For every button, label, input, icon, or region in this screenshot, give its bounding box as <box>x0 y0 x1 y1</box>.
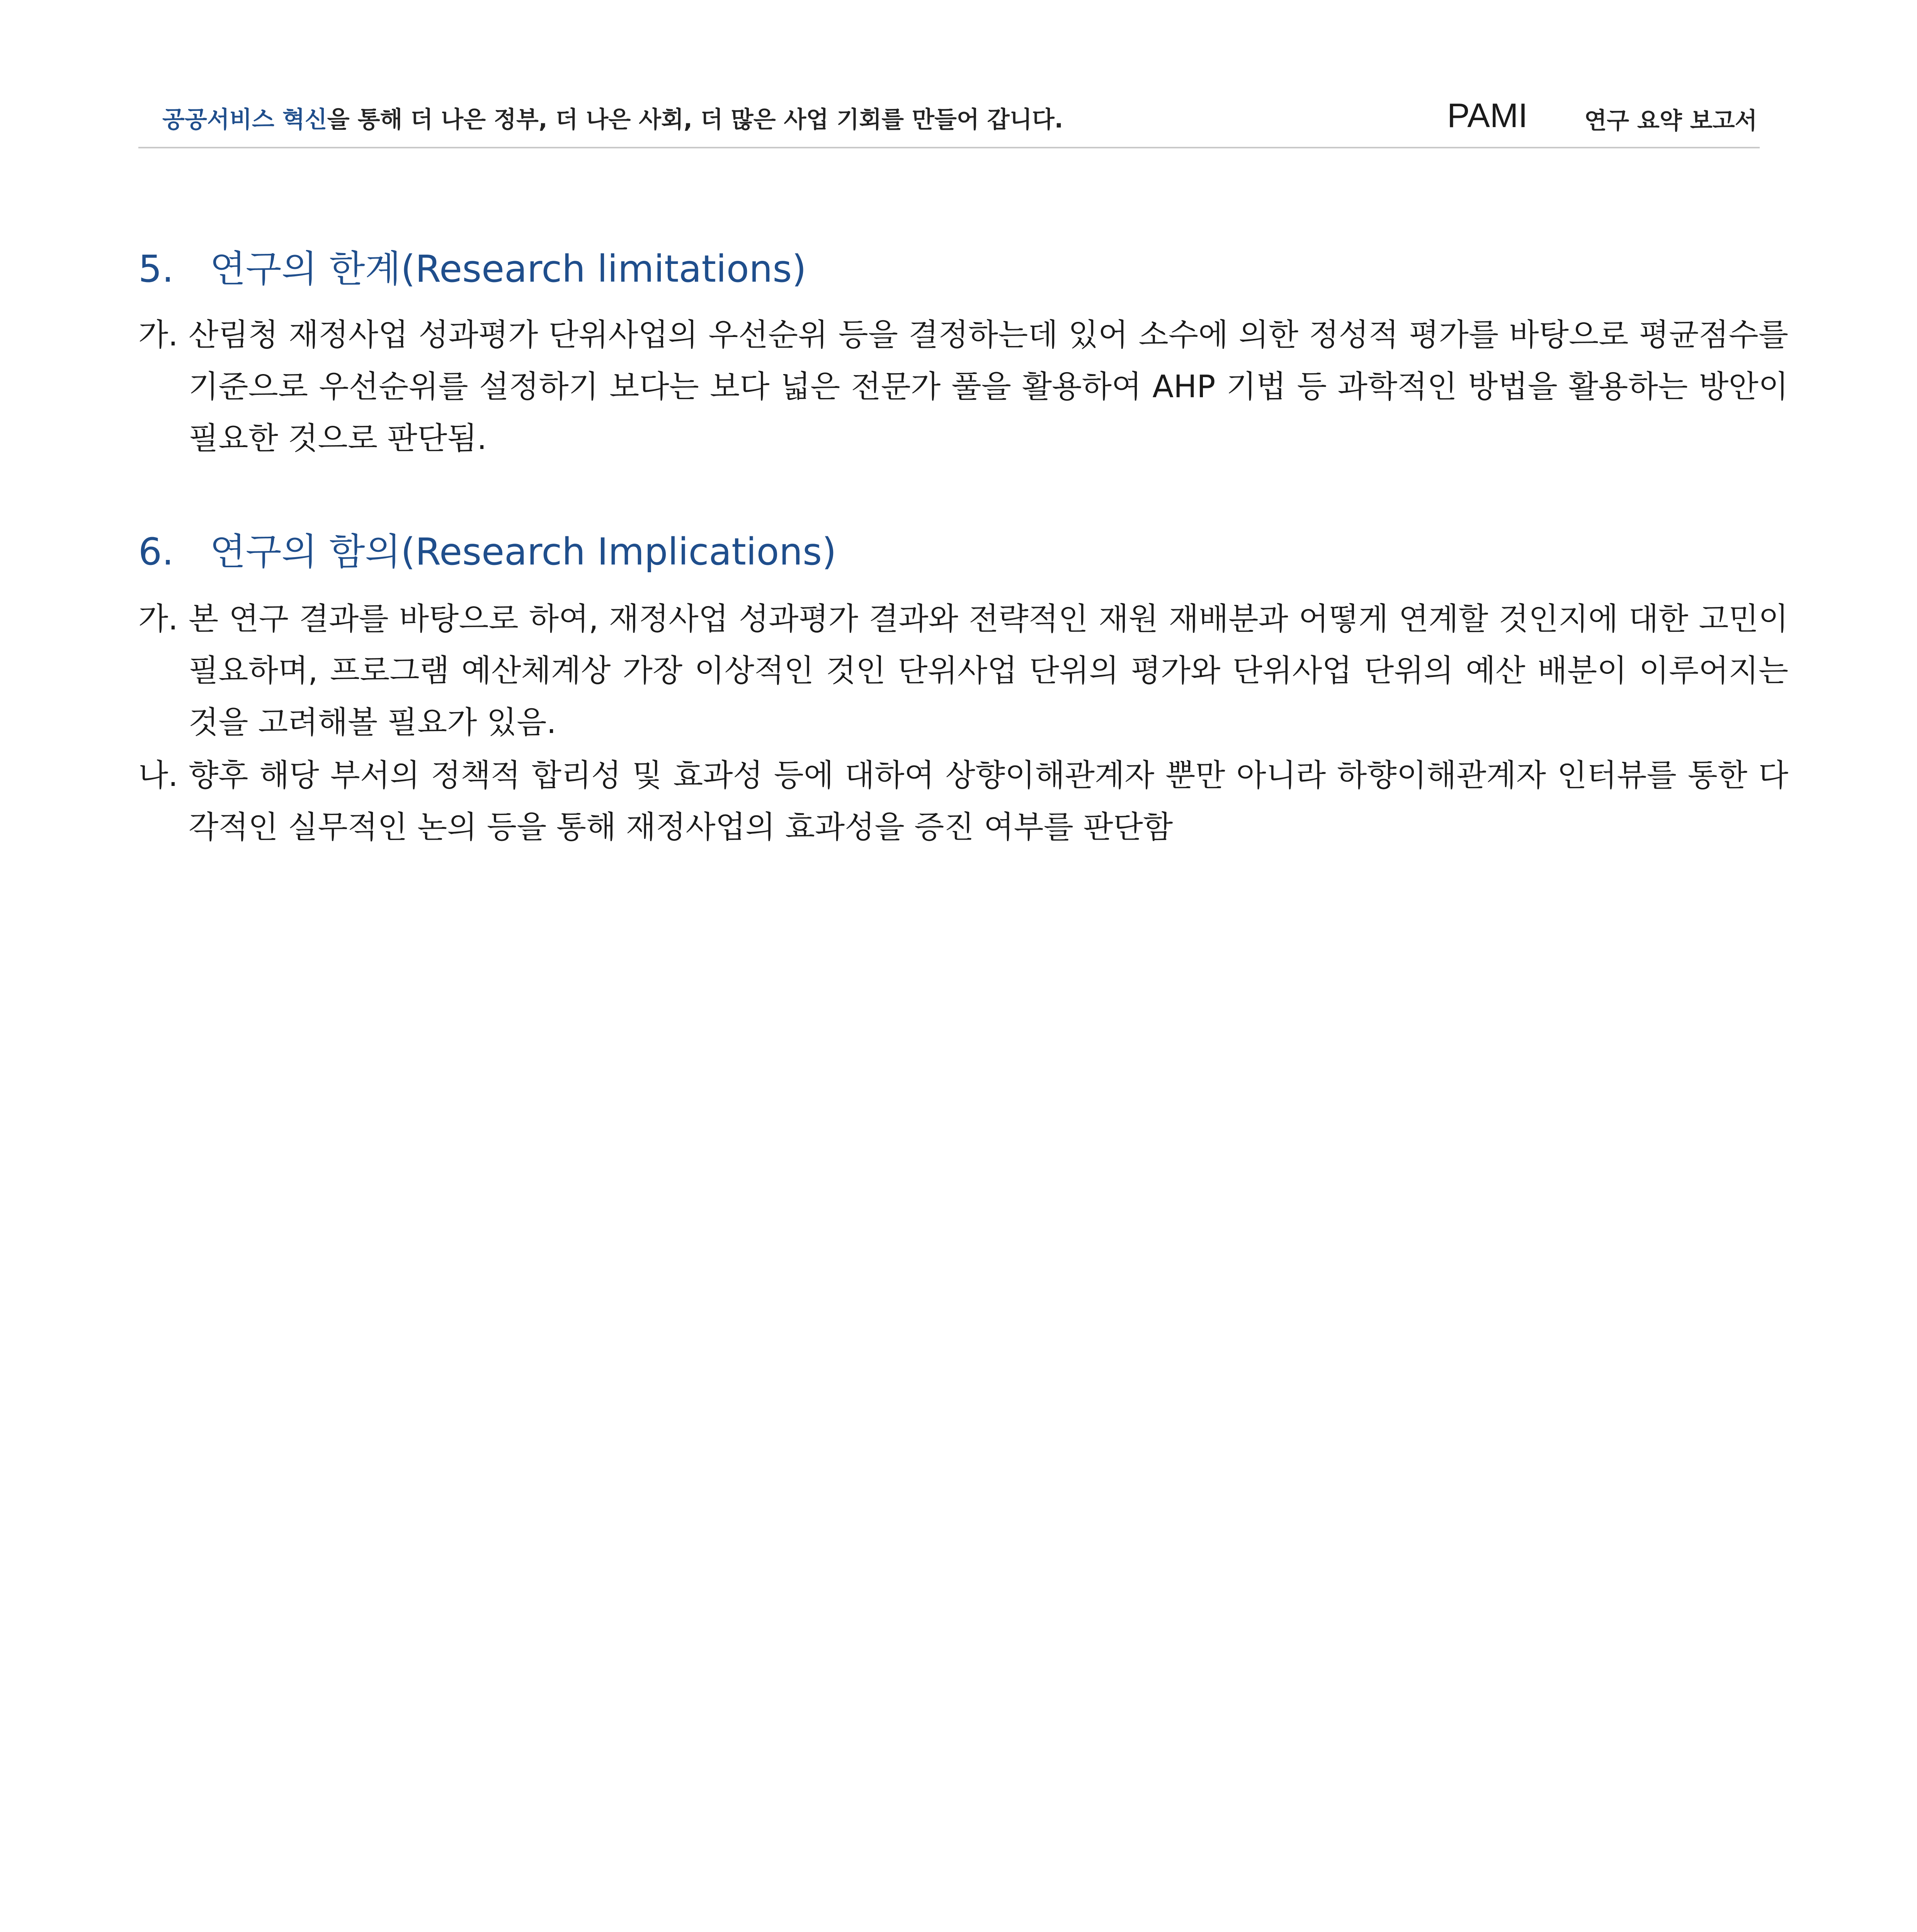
header-tagline <box>162 101 1063 134</box>
tagline-rest: 을 통해 더 나은 정부, 더 나은 사회, 더 많은 사업 기회를 만들어 갑니다. <box>327 106 1063 133</box>
tagline-highlight: 공공서비스 혁신 <box>162 106 327 133</box>
item-text: 본 연구 결과를 바탕으로 하여, 재정사업 성과평가 결과와 전략적인 재원 재배분과 어떻게 연계할 것인지에 대한 고민이 필요하며, 프로그램 예산체계상 가장 이상적인 것인 단위사업 단위의 평가와 단위사업 단위의 예산 배분이 이루어지는 것을 고려해볼 필요가 있음. <box>189 601 1788 740</box>
list-item <box>138 750 1788 853</box>
section-title-text: 연구의 함의(Research Implications) <box>210 530 837 573</box>
item-marker: 가. <box>138 601 178 637</box>
header-doc-type: 연구 요약 보고서 <box>1584 107 1757 134</box>
header-divider <box>138 147 1760 148</box>
section-title-text: 연구의 한계(Research limitations) <box>210 247 806 291</box>
list-item <box>138 309 1788 464</box>
item-text: 향후 해당 부서의 정책적 합리성 및 효과성 등에 대하여 상향이해관계자 뿐만 아니라 하향이해관계자 인터뷰를 통한 다각적인 실무적인 논의 등을 통해 재정사업의 효과성을 증진 여부를 판단함 <box>189 757 1788 845</box>
section-title-limitations <box>138 240 806 293</box>
list-item <box>138 593 1788 748</box>
item-marker: 가. <box>138 317 178 353</box>
item-text: 산림청 재정사업 성과평가 단위사업의 우선순위 등을 결정하는데 있어 소수에 의한 정성적 평가를 바탕으로 평균점수를 기준으로 우선순위를 설정하기 보다는 보다 넓은 전문가 풀을 활용하여 AHP 기법 등 과학적인 방법을 활용하는 방안이 필요한 것으로 판단됨. <box>189 317 1788 456</box>
section-title-implications <box>138 522 837 575</box>
section-number: 5. <box>138 247 174 291</box>
section-number: 6. <box>138 530 174 573</box>
item-marker: 나. <box>138 757 178 793</box>
header-brand: PAMI <box>1447 96 1528 134</box>
